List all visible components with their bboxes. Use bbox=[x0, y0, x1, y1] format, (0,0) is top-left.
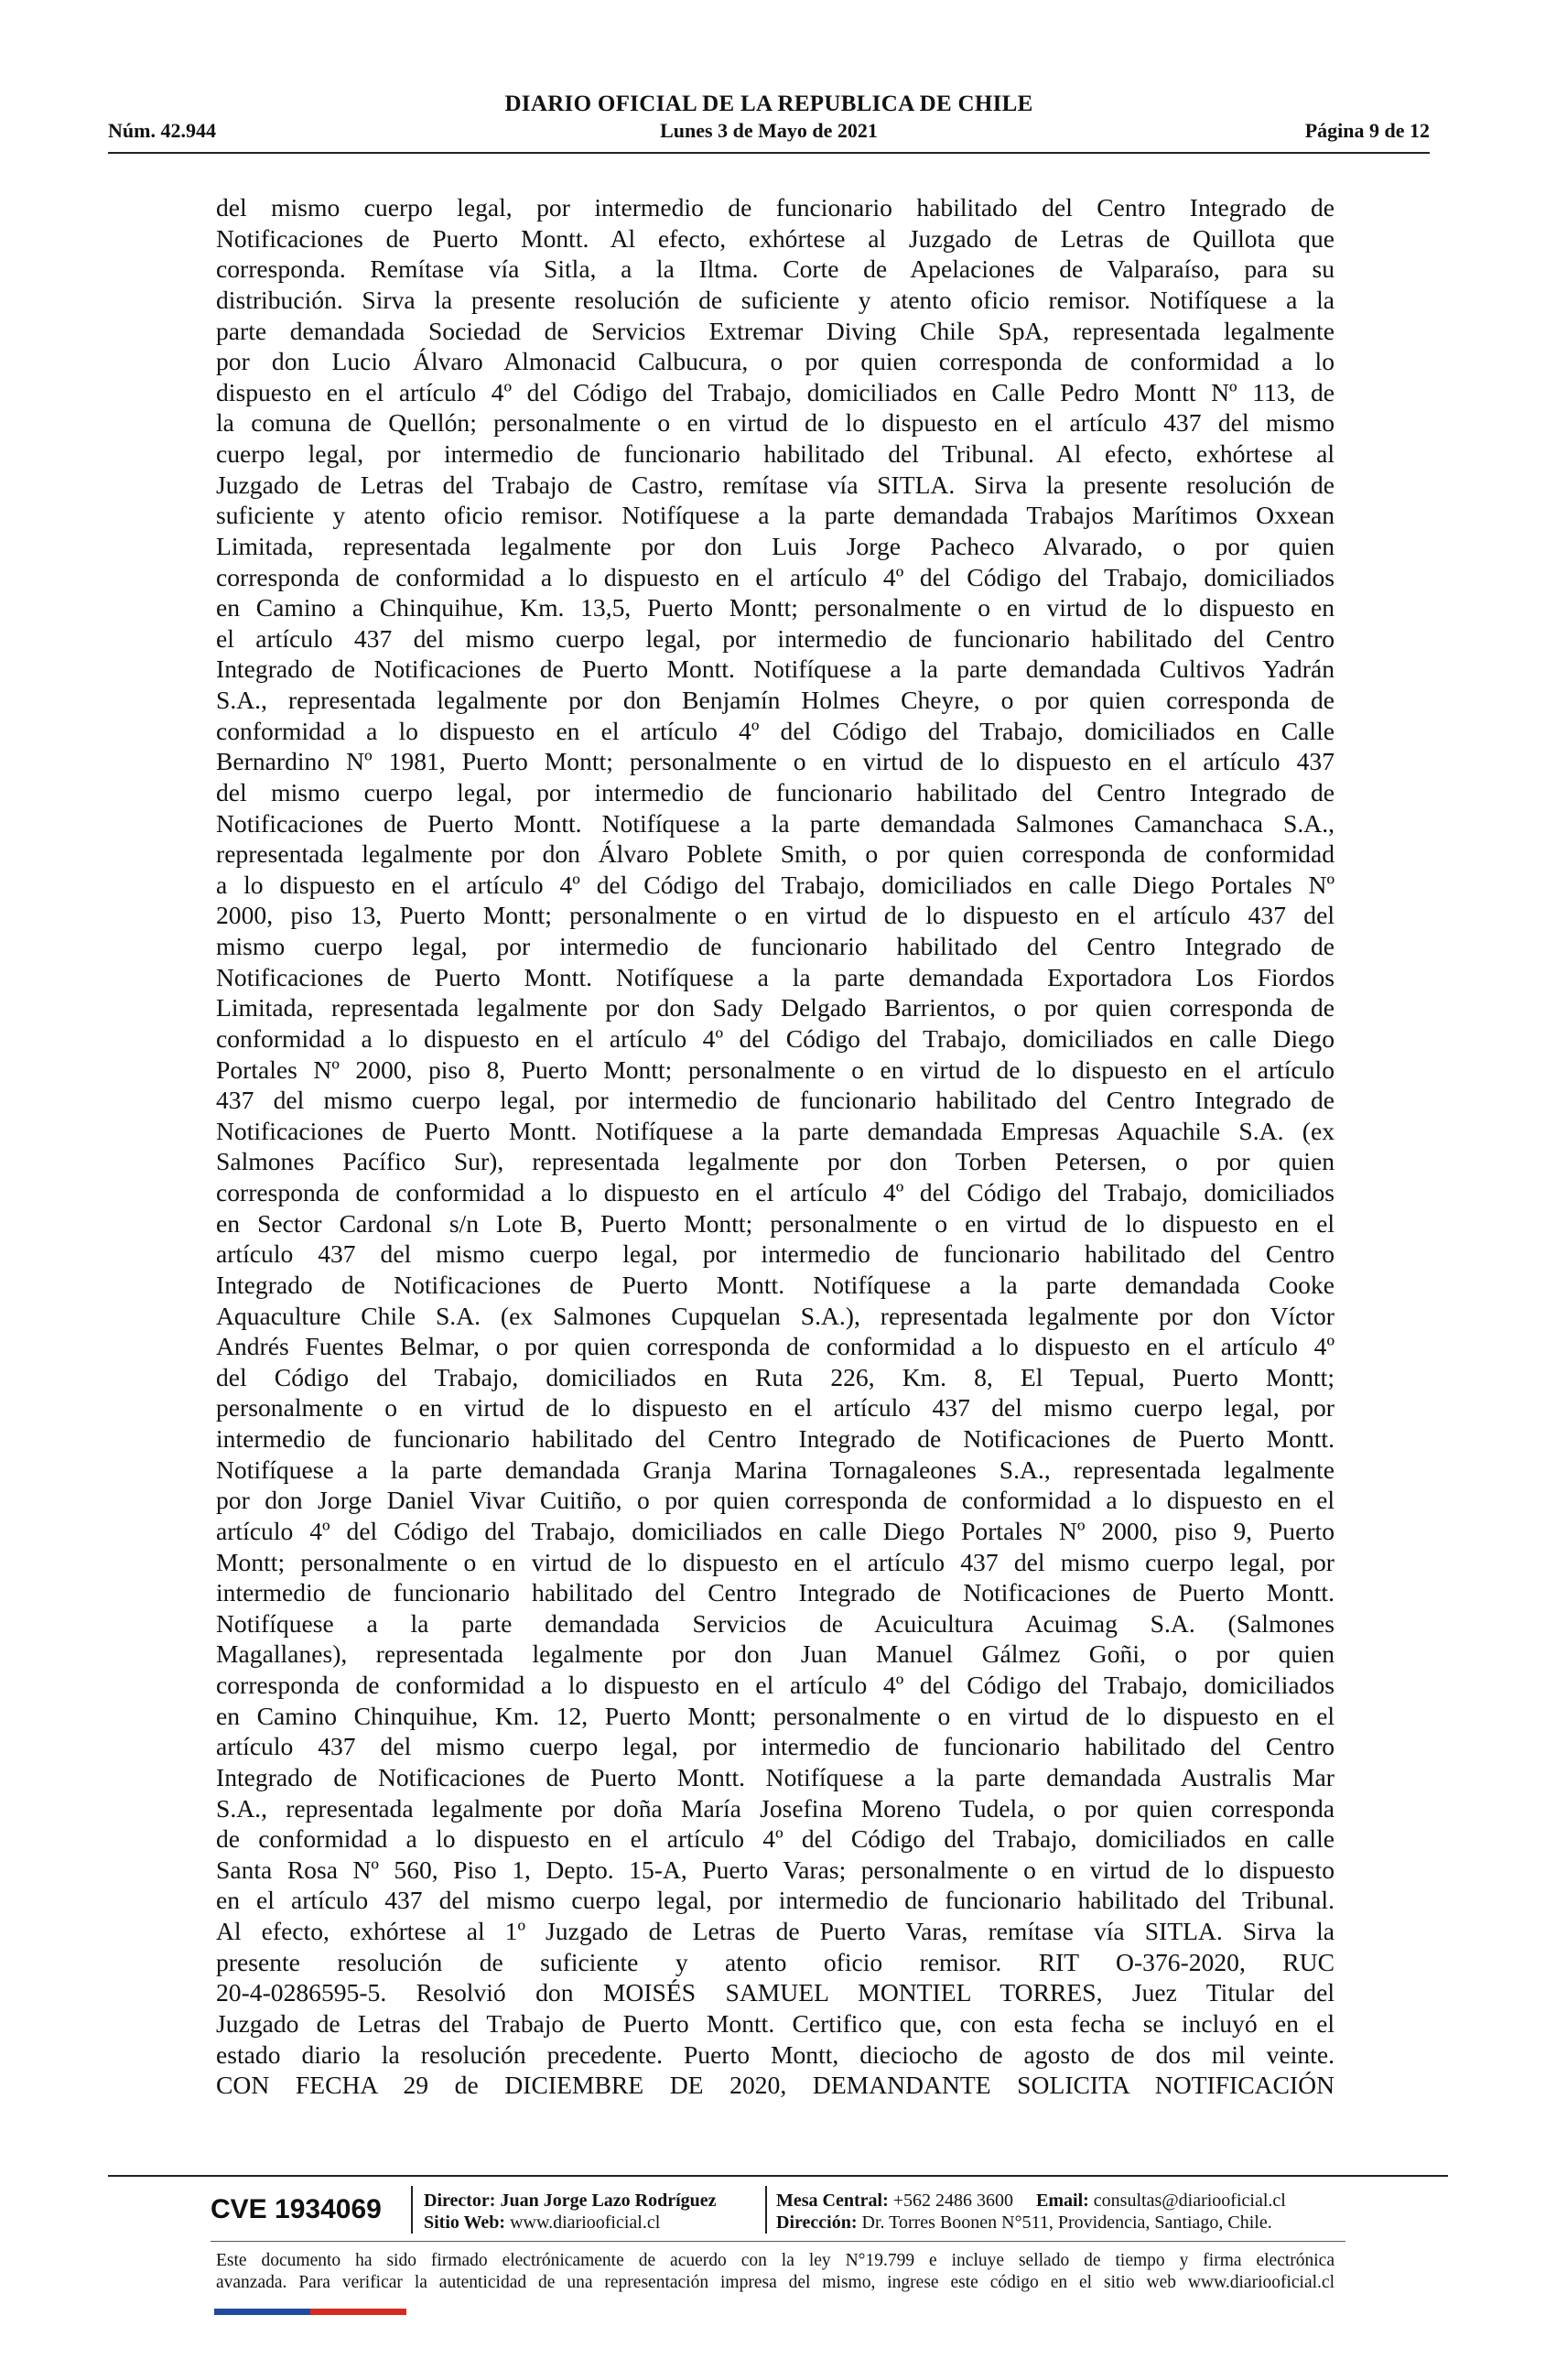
footer-contact-block bbox=[776, 2190, 1344, 2234]
body-line: corresponda. Remítase vía Sitla, a la Iltma. Corte de Apelaciones de Valparaíso, para su bbox=[216, 254, 1334, 284]
body-line: artículo 437 del mismo cuerpo legal, por intermedio de funcionario habilitado del Centro bbox=[216, 1732, 1334, 1761]
body-line: 437 del mismo cuerpo legal, por intermedio de funcionario habilitado del Centro Integrado de bbox=[216, 1086, 1334, 1115]
header-divider bbox=[108, 152, 1430, 154]
body-line: el artículo 437 del mismo cuerpo legal, por intermedio de funcionario habilitado del Centro bbox=[216, 623, 1334, 653]
body-line: conformidad a lo dispuesto en el artículo 4º del Código del Trabajo, domiciliados en calle Diego bbox=[216, 1023, 1334, 1053]
flag-red-stripe bbox=[310, 2309, 406, 2315]
body-line: Limitada, representada legalmente por don Luis Jorge Pacheco Alvarado, o por quien bbox=[216, 531, 1334, 560]
body-line: en Camino a Chinquihue, Km. 13,5, Puerto Montt; personalmente o en virtud de lo dispuesto en bbox=[216, 593, 1334, 622]
issue-number: Núm. 42.944 bbox=[108, 119, 216, 142]
body-line: Portales Nº 2000, piso 8, Puerto Montt; personalmente o en virtud de lo dispuesto en el artículo bbox=[216, 1055, 1334, 1084]
address-label: Dirección: bbox=[776, 2212, 858, 2233]
body-line: en Camino Chinquihue, Km. 12, Puerto Montt; personalmente o en virtud de lo dispuesto en el bbox=[216, 1701, 1334, 1730]
footer-divider bbox=[108, 2175, 1448, 2177]
body-line: Notifíquese a la parte demandada Granja Marina Tornagaleones S.A., representada legalmente bbox=[216, 1455, 1334, 1484]
footer-separator bbox=[765, 2186, 767, 2234]
body-line: por don Lucio Álvaro Almonacid Calbucura, o por quien corresponda de conformidad a lo bbox=[216, 347, 1334, 376]
body-line: 2000, piso 13, Puerto Montt; personalmente o en virtud de lo dispuesto en el artículo 437 del bbox=[216, 901, 1334, 930]
body-line: cuerpo legal, por intermedio de funcionario habilitado del Tribunal. Al efecto, exhórtese al bbox=[216, 439, 1334, 468]
document-body bbox=[216, 192, 1334, 2101]
flag-stripe bbox=[214, 2309, 406, 2315]
newspaper-title: DIARIO OFICIAL DE LA REPUBLICA DE CHILE bbox=[504, 92, 1033, 116]
body-line: estado diario la resolución precedente. Puerto Montt, dieciocho de agosto de dos mil veinte. bbox=[216, 2039, 1334, 2069]
footer-separator bbox=[411, 2186, 413, 2234]
director-label: Director: bbox=[424, 2191, 496, 2211]
footer-inner-divider bbox=[211, 2241, 1345, 2242]
body-line: en Sector Cardonal s/n Lote B, Puerto Montt; personalmente o en virtud de lo dispuesto en el bbox=[216, 1208, 1334, 1238]
body-line: Notificaciones de Puerto Montt. Notifíquese a la parte demandada Empresas Aquachile S.A. (ex bbox=[216, 1116, 1334, 1145]
body-line: intermedio de funcionario habilitado del Centro Integrado de Notificaciones de Puerto Montt. bbox=[216, 1578, 1334, 1607]
legal-notice bbox=[216, 2250, 1334, 2294]
body-line: del mismo cuerpo legal, por intermedio de funcionario habilitado del Centro Integrado de bbox=[216, 777, 1334, 806]
body-line: Notifíquese a la parte demandada Servicios de Acuicultura Acuimag S.A. (Salmones bbox=[216, 1608, 1334, 1638]
body-line: artículo 4º del Código del Trabajo, domiciliados en calle Diego Portales Nº 2000, piso 9, Puerto bbox=[216, 1516, 1334, 1545]
legal-line: Este documento ha sido firmado electrónicamente de acuerdo con la ley N°19.799 e incluye sellado de tiempo y firma electrónica bbox=[216, 2251, 1334, 2270]
body-line: Salmones Pacífico Sur), representada legalmente por don Torben Petersen, o por quien bbox=[216, 1147, 1334, 1176]
body-line: personalmente o en virtud de lo dispuesto en el artículo 437 del mismo cuerpo legal, por bbox=[216, 1393, 1334, 1423]
body-line: Notificaciones de Puerto Montt. Al efecto, exhórtese al Juzgado de Letras de Quillota que bbox=[216, 223, 1334, 253]
email-label: Email: bbox=[1036, 2191, 1089, 2211]
body-line: conformidad a lo dispuesto en el artículo 4º del Código del Trabajo, domiciliados en Calle bbox=[216, 716, 1334, 745]
body-line: Magallanes), representada legalmente por don Juan Manuel Gálmez Goñi, o por quien bbox=[216, 1639, 1334, 1669]
body-line: Notificaciones de Puerto Montt. Notifíquese a la parte demandada Salmones Camanchaca S.A., bbox=[216, 808, 1334, 838]
body-line: S.A., representada legalmente por doña María Josefina Moreno Tudela, o por quien corresponda bbox=[216, 1793, 1334, 1823]
body-line: intermedio de funcionario habilitado del Centro Integrado de Notificaciones de Puerto Montt. bbox=[216, 1424, 1334, 1453]
body-line: parte demandada Sociedad de Servicios Extremar Diving Chile SpA, representada legalmente bbox=[216, 316, 1334, 345]
body-line: la comuna de Quellón; personalmente o en virtud de lo dispuesto en el artículo 437 del mismo bbox=[216, 408, 1334, 438]
body-line: a lo dispuesto en el artículo 4º del Código del Trabajo, domiciliados en calle Diego Portales Nº bbox=[216, 870, 1334, 899]
phone-label: Mesa Central: bbox=[776, 2191, 889, 2211]
body-line: Santa Rosa Nº 560, Piso 1, Depto. 15-A, Puerto Varas; personalmente o en virtud de lo dispuesto bbox=[216, 1855, 1334, 1884]
page-header bbox=[108, 92, 1430, 152]
body-line: corresponda de conformidad a lo dispuesto en el artículo 4º del Código del Trabajo, domiciliados bbox=[216, 562, 1334, 591]
body-line: del Código del Trabajo, domiciliados en Ruta 226, Km. 8, El Tepual, Puerto Montt; bbox=[216, 1362, 1334, 1391]
body-line: Integrado de Notificaciones de Puerto Montt. Notifíquese a la parte demandada Cooke bbox=[216, 1270, 1334, 1299]
body-line: Al efecto, exhórtese al 1º Juzgado de Letras de Puerto Varas, remítase vía SITLA. Sirva la bbox=[216, 1917, 1334, 1945]
director-name: Juan Jorge Lazo Rodríguez bbox=[500, 2191, 717, 2211]
body-line: distribución. Sirva la presente resolución de suficiente y atento oficio remisor. Notifíquese a la bbox=[216, 285, 1334, 314]
web-label: Sitio Web: bbox=[424, 2212, 506, 2233]
body-line: corresponda de conformidad a lo dispuesto en el artículo 4º del Código del Trabajo, domiciliados bbox=[216, 1671, 1334, 1699]
body-line: 20-4-0286595-5. Resolvió don MOISÉS SAMUEL MONTIEL TORRES, Juez Titular del bbox=[216, 1978, 1334, 2007]
flag-blue-stripe bbox=[214, 2309, 310, 2315]
email-link[interactable]: consultas@diariooficial.cl bbox=[1093, 2191, 1286, 2211]
body-line: del mismo cuerpo legal, por intermedio de funcionario habilitado del Centro Integrado de bbox=[216, 193, 1334, 222]
body-line: corresponda de conformidad a lo dispuesto en el artículo 4º del Código del Trabajo, domiciliados bbox=[216, 1178, 1334, 1206]
address-value: Dr. Torres Boonen N°511, Providencia, Santiago, Chile. bbox=[861, 2212, 1272, 2233]
body-line: Andrés Fuentes Belmar, o por quien corresponda de conformidad a lo dispuesto en el artículo 4º bbox=[216, 1332, 1334, 1361]
cve-code: CVE 1934069 bbox=[211, 2194, 382, 2224]
footer-director-block bbox=[424, 2190, 762, 2234]
body-line: Aquaculture Chile S.A. (ex Salmones Cupquelan S.A.), representada legalmente por don Víctor bbox=[216, 1301, 1334, 1330]
body-line: en el artículo 437 del mismo cuerpo legal, por intermedio de funcionario habilitado del Tribunal. bbox=[216, 1886, 1334, 1915]
body-line: S.A., representada legalmente por don Benjamín Holmes Cheyre, o por quien corresponda de bbox=[216, 686, 1334, 714]
phone-value: +562 2486 3600 bbox=[892, 2191, 1014, 2211]
body-line: mismo cuerpo legal, por intermedio de funcionario habilitado del Centro Integrado de bbox=[216, 932, 1334, 960]
body-line: artículo 437 del mismo cuerpo legal, por intermedio de funcionario habilitado del Centro bbox=[216, 1239, 1334, 1269]
body-line: dispuesto en el artículo 4º del Código del Trabajo, domiciliados en Calle Pedro Montt Nº 113, de bbox=[216, 377, 1334, 406]
body-line: Limitada, representada legalmente por don Sady Delgado Barrientos, o por quien corresponda de bbox=[216, 993, 1334, 1022]
web-link[interactable]: www.diariooficial.cl bbox=[510, 2212, 661, 2233]
body-line: Integrado de Notificaciones de Puerto Montt. Notifíquese a la parte demandada Australis Mar bbox=[216, 1762, 1334, 1791]
legal-line: avanzada. Para verificar la autenticidad de una representación impresa del mismo, ingrese este código en el sitio web www.diariooficial.cl bbox=[216, 2273, 1334, 2292]
body-line: Montt; personalmente o en virtud de lo dispuesto en el artículo 437 del mismo cuerpo legal, por bbox=[216, 1547, 1334, 1576]
body-line: Juzgado de Letras del Trabajo de Puerto Montt. Certifico que, con esta fecha se incluyó en el bbox=[216, 2008, 1334, 2038]
body-line: presente resolución de suficiente y atento oficio remisor. RIT O-376-2020, RUC bbox=[216, 1947, 1334, 1976]
body-line: suficiente y atento oficio remisor. Notifíquese a la parte demandada Trabajos Marítimos Oxxean bbox=[216, 501, 1334, 530]
body-line: CON FECHA 29 de DICIEMBRE DE 2020, DEMANDANTE SOLICITA NOTIFICACIÓN bbox=[216, 2071, 1334, 2100]
body-line: de conformidad a lo dispuesto en el artículo 4º del Código del Trabajo, domiciliados en calle bbox=[216, 1824, 1334, 1854]
body-line: representada legalmente por don Álvaro Poblete Smith, o por quien corresponda de conformidad bbox=[216, 839, 1334, 869]
body-line: por don Jorge Daniel Vivar Cuitiño, o por quien corresponda de conformidad a lo dispuesto en el bbox=[216, 1486, 1334, 1515]
body-line: Integrado de Notificaciones de Puerto Montt. Notifíquese a la parte demandada Cultivos Yadrán bbox=[216, 654, 1334, 684]
body-line: Notificaciones de Puerto Montt. Notifíquese a la parte demandada Exportadora Los Fiordos bbox=[216, 962, 1334, 991]
page-number: Página 9 de 12 bbox=[1304, 119, 1430, 142]
issue-date: Lunes 3 de Mayo de 2021 bbox=[660, 119, 878, 142]
body-line: Juzgado de Letras del Trabajo de Castro, remítase vía SITLA. Sirva la presente resolución de bbox=[216, 470, 1334, 499]
body-line: Bernardino Nº 1981, Puerto Montt; personalmente o en virtud de lo dispuesto en el artículo 437 bbox=[216, 747, 1334, 776]
